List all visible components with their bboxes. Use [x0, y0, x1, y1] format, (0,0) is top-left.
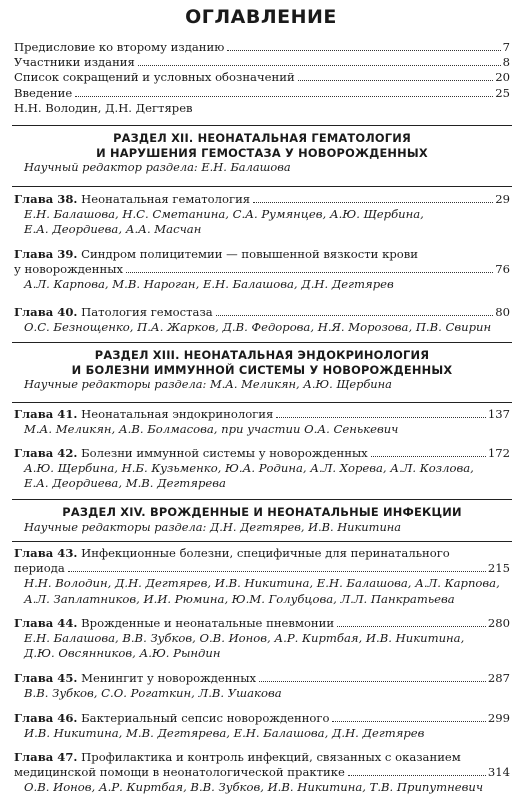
page-number: 215: [487, 561, 510, 576]
chapter-authors: А.Ю. Щербина, Н.Б. Кузьменко, Ю.А. Родина, А.Л. Хорева, А.Л. Козлова,: [24, 461, 474, 476]
section-xiv-header: [14, 505, 510, 534]
front-matter: [14, 40, 510, 116]
chapter-43[interactable]: [14, 546, 510, 607]
divider: [12, 402, 512, 403]
chapter-title: Бактериальный сепсис новорожденного: [81, 711, 330, 725]
chapter-authors: Н.Н. Володин, Д.Н. Дегтярев, И.В. Никитина, Е.Н. Балашова, А.Л. Карпова,: [24, 576, 500, 591]
chapter-label: Глава 38.: [14, 192, 78, 206]
chapter-title: Профилактика и контроль инфекций, связанных с оказанием: [81, 750, 461, 764]
section-title: И БОЛЕЗНИ ИММУННОЙ СИСТЕМЫ У НОВОРОЖДЕННЫХ: [71, 362, 453, 377]
page-number: 29: [495, 192, 510, 206]
section-editor: Научные редакторы раздела: М.А. Меликян, А.Ю. Щербина: [24, 377, 392, 391]
page-number: 287: [487, 671, 510, 685]
page-number: 25: [495, 85, 510, 100]
chapter-40[interactable]: [14, 305, 510, 335]
chapter-title: у новорожденных: [14, 262, 124, 277]
chapter-47[interactable]: [14, 750, 510, 796]
page-number: 7: [502, 40, 510, 54]
chapter-authors: А.Л. Карпова, М.В. Нароган, Е.Н. Балашова, Д.Н. Дегтярев: [24, 277, 394, 292]
divider: [12, 125, 512, 126]
page-number: 314: [487, 765, 510, 780]
page-number: 8: [502, 55, 510, 70]
chapter-label: Глава 46.: [14, 711, 78, 725]
chapter-label: Глава 42.: [14, 446, 78, 460]
chapter-authors: И.В. Никитина, М.В. Дегтярева, Е.Н. Балашова, Д.Н. Дегтярев: [24, 726, 425, 741]
chapter-authors: Е.А. Деордиева, М.В. Дегтярева: [24, 476, 226, 491]
chapter-41[interactable]: [14, 407, 510, 437]
page-number: 280: [487, 616, 510, 630]
chapter-title: Инфекционные болезни, специфичные для перинатального: [81, 546, 450, 560]
chapter-authors: Д.Ю. Овсянников, А.Ю. Рындин: [24, 646, 221, 661]
chapter-label: Глава 47.: [14, 750, 78, 764]
section-editor: Научный редактор раздела: Е.Н. Балашова: [24, 160, 291, 174]
chapter-title: Менингит у новорожденных: [81, 671, 256, 685]
page-number: 137: [487, 407, 510, 421]
section-title: РАЗДЕЛ XIII. НЕОНАТАЛЬНАЯ ЭНДОКРИНОЛОГИЯ: [94, 348, 430, 362]
chapter-authors: Е.А. Деордиева, А.А. Масчан: [24, 222, 202, 237]
chapter-title: медицинской помощи в неонатологической практике: [14, 765, 345, 780]
chapter-label: Глава 39.: [14, 247, 78, 261]
page-number: 76: [495, 262, 510, 277]
chapter-authors: В.В. Зубков, С.О. Рогаткин, Л.В. Ушакова: [24, 686, 282, 701]
chapter-authors: М.А. Меликян, А.В. Болмасова, при участии О.А. Сенькевич: [24, 422, 399, 437]
section-title: РАЗДЕЛ XIV. ВРОЖДЕННЫЕ И НЕОНАТАЛЬНЫЕ ИНФЕКЦИИ: [62, 505, 462, 519]
toc-entry-preface[interactable]: Предисловие ко второму изданию 7: [14, 40, 510, 54]
chapter-42[interactable]: [14, 446, 510, 492]
chapter-label: Глава 40.: [14, 305, 78, 319]
section-title: РАЗДЕЛ XII. НЕОНАТАЛЬНАЯ ГЕМАТОЛОГИЯ: [113, 131, 411, 145]
introduction-authors: Н.Н. Володин, Д.Н. Дегтярев: [14, 100, 193, 115]
toc-entry-introduction[interactable]: Введение 25: [14, 85, 510, 100]
chapter-title: периода: [14, 561, 65, 576]
chapter-39[interactable]: [14, 247, 510, 293]
chapter-46[interactable]: [14, 711, 510, 741]
chapter-title: Болезни иммунной системы у новорожденных: [81, 446, 368, 460]
chapter-title: Неонатальная эндокринология: [81, 407, 274, 421]
page-number: 172: [487, 446, 510, 460]
divider: [12, 499, 512, 500]
divider: [12, 186, 512, 187]
divider: [12, 541, 512, 542]
toc-entry-abbreviations[interactable]: Список сокращений и условных обозначений 20: [14, 70, 510, 85]
chapter-44[interactable]: [14, 616, 510, 662]
page-number: 20: [495, 70, 510, 85]
page-number: 80: [495, 305, 510, 319]
chapter-authors: Е.Н. Балашова, Н.С. Сметанина, С.А. Румянцев, А.Ю. Щербина,: [24, 207, 424, 222]
page-number: 299: [487, 711, 510, 725]
chapter-title: Неонатальная гематология: [81, 192, 251, 206]
chapter-label: Глава 41.: [14, 407, 78, 421]
section-title: И НАРУШЕНИЯ ГЕМОСТАЗА У НОВОРОЖДЕННЫХ: [96, 145, 428, 160]
toc-entry-contributors[interactable]: Участники издания 8: [14, 55, 510, 70]
chapter-authors: О.С. Безнощенко, П.А. Жарков, Д.В. Федорова, Н.Я. Морозова, П.В. Свирин: [24, 320, 492, 335]
chapter-title: Синдром полицитемии — повышенной вязкости крови: [81, 247, 418, 261]
divider: [12, 342, 512, 343]
chapter-authors: О.В. Ионов, А.Р. Киртбая, В.В. Зубков, И.В. Никитина, Т.В. Припутневич: [24, 780, 484, 795]
chapter-label: Глава 45.: [14, 671, 78, 685]
chapter-label: Глава 43.: [14, 546, 78, 560]
page-title: ОГЛАВЛЕНИЕ: [185, 6, 337, 28]
chapter-label: Глава 44.: [14, 616, 78, 630]
section-xiii-header: [14, 348, 510, 392]
chapter-45[interactable]: [14, 671, 510, 701]
section-xii-header: [14, 131, 510, 175]
section-editor: Научные редакторы раздела: Д.Н. Дегтярев, И.В. Никитина: [24, 519, 402, 534]
chapter-title: Патология гемостаза: [81, 305, 213, 319]
chapter-authors: А.Л. Заплатников, И.И. Рюмина, Ю.М. Голубцова, Л.Л. Панкратьева: [24, 591, 455, 606]
chapter-authors: Е.Н. Балашова, В.В. Зубков, О.В. Ионов, А.Р. Киртбая, И.В. Никитина,: [24, 631, 465, 646]
chapter-title: Врожденные и неонатальные пневмонии: [81, 616, 335, 630]
chapter-38[interactable]: [14, 192, 510, 238]
